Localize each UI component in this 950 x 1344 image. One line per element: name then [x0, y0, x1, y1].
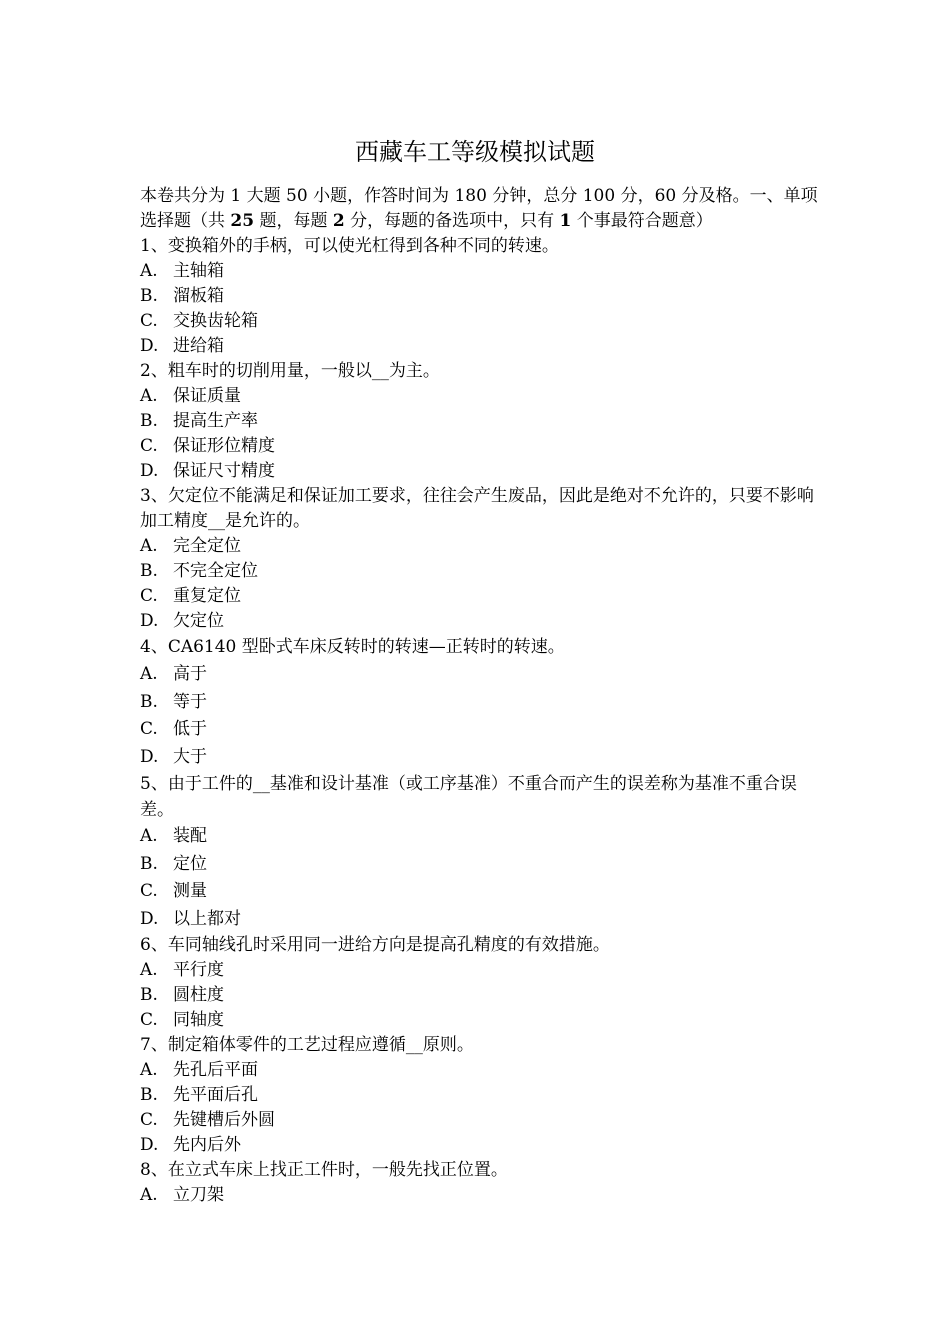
- question-text: 3、欠定位不能满足和保证加工要求，往往会产生废品，因此是绝对不允许的，只要不影响加工精度__是允许的。: [140, 486, 814, 531]
- option-a: [140, 1183, 820, 1208]
- option-letter: B.: [140, 985, 158, 1005]
- option-letter: D.: [140, 461, 159, 481]
- option-text: 提高生产率: [173, 411, 258, 431]
- option-a: [140, 1058, 820, 1083]
- option-letter: C.: [140, 1010, 158, 1030]
- instructions-text: 本卷共分为 1 大题 50 小题，作答时间为 180 分钟，总分 100 分，60 分及格。一、单项选择题（共: [140, 186, 818, 231]
- option-letter: D.: [140, 746, 159, 767]
- option-letter: C.: [140, 1110, 158, 1130]
- option-b: [140, 851, 820, 879]
- option-letter: A.: [140, 261, 158, 281]
- option-a: [140, 534, 820, 559]
- option-text: 平行度: [173, 960, 224, 980]
- option-letter: B.: [140, 853, 158, 874]
- option-letter: C.: [140, 881, 158, 901]
- option-letter: B.: [140, 286, 158, 306]
- option-text: 高于: [173, 664, 207, 684]
- option-text: 保证质量: [173, 386, 241, 406]
- option-letter: B.: [140, 411, 158, 431]
- option-b: [140, 689, 820, 717]
- correct-count: 1: [559, 211, 572, 231]
- option-a: [140, 259, 820, 284]
- option-letter: A.: [140, 536, 158, 556]
- option-b: [140, 559, 820, 584]
- option-text: 大于: [173, 746, 207, 767]
- option-text: 保证尺寸精度: [173, 461, 275, 481]
- option-letter: B.: [140, 1085, 158, 1105]
- option-text: 重复定位: [173, 586, 241, 606]
- question-text: 7、制定箱体零件的工艺过程应遵循__原则。: [140, 1035, 474, 1055]
- option-letter: A.: [140, 826, 158, 846]
- option-text: 同轴度: [173, 1010, 224, 1030]
- question-text: 8、在立式车床上找正工件时，一般先找正位置。: [140, 1160, 508, 1180]
- option-d: [140, 609, 820, 634]
- option-a: [140, 823, 820, 851]
- option-text: 主轴箱: [173, 261, 224, 281]
- option-c: [140, 878, 820, 906]
- option-b: [140, 1083, 820, 1108]
- question-3: [140, 484, 820, 634]
- option-c: [140, 434, 820, 459]
- option-letter: A.: [140, 1185, 158, 1205]
- instructions-text: 题，每题: [254, 211, 333, 231]
- option-text: 定位: [173, 853, 207, 874]
- option-d: [140, 1133, 820, 1158]
- option-text: 保证形位精度: [173, 436, 275, 456]
- option-d: [140, 744, 820, 772]
- option-d: [140, 459, 820, 484]
- option-d: [140, 906, 820, 934]
- question-group-tall: [140, 634, 820, 933]
- option-text: 完全定位: [173, 536, 241, 556]
- option-letter: B.: [140, 561, 158, 581]
- option-text: 圆柱度: [173, 985, 224, 1005]
- page-title: 西藏车工等级模拟试题: [355, 138, 595, 166]
- option-text: 交换齿轮箱: [173, 311, 258, 331]
- option-letter: A.: [140, 960, 158, 980]
- option-letter: A.: [140, 1060, 158, 1080]
- option-a: [140, 958, 820, 983]
- question-count: 25: [230, 211, 255, 231]
- option-letter: D.: [140, 1135, 159, 1155]
- option-text: 立刀架: [173, 1185, 224, 1205]
- option-letter: D.: [140, 908, 159, 929]
- option-letter: C.: [140, 311, 158, 331]
- question-8: [140, 1158, 820, 1208]
- option-text: 先孔后平面: [173, 1060, 258, 1080]
- question-text: 4、CA6140 型卧式车床反转时的转速—正转时的转速。: [140, 637, 565, 657]
- option-letter: A.: [140, 664, 158, 684]
- instructions-text: 分，每题的备选项中，只有: [344, 211, 560, 231]
- option-letter: B.: [140, 691, 158, 712]
- option-text: 先键槽后外圆: [173, 1110, 275, 1130]
- exam-instructions: [140, 184, 820, 234]
- option-text: 测量: [173, 881, 207, 901]
- option-text: 溜板箱: [173, 286, 224, 306]
- option-text: 欠定位: [173, 611, 224, 631]
- option-d: [140, 334, 820, 359]
- option-letter: C.: [140, 586, 158, 606]
- option-c: [140, 716, 820, 744]
- question-text: 2、粗车时的切削用量，一般以__为主。: [140, 361, 440, 381]
- option-c: [140, 584, 820, 609]
- question-text: 6、车同轴线孔时采用同一进给方向是提高孔精度的有效措施。: [140, 935, 610, 955]
- option-b: [140, 284, 820, 309]
- option-text: 先内后外: [173, 1135, 241, 1155]
- option-letter: D.: [140, 336, 159, 356]
- option-b: [140, 983, 820, 1008]
- question-5: [140, 771, 820, 933]
- question-4: [140, 634, 820, 771]
- question-2: [140, 359, 820, 484]
- document-body: [140, 184, 820, 1208]
- option-letter: C.: [140, 719, 158, 739]
- question-score: 2: [332, 211, 345, 231]
- option-a: [140, 384, 820, 409]
- option-text: 装配: [173, 826, 207, 846]
- option-text: 进给箱: [173, 336, 224, 356]
- option-text: 不完全定位: [173, 561, 258, 581]
- option-text: 低于: [173, 719, 207, 739]
- option-text: 以上都对: [173, 908, 241, 929]
- option-letter: C.: [140, 436, 158, 456]
- option-b: [140, 409, 820, 434]
- option-letter: D.: [140, 611, 159, 631]
- question-text: 1、变换箱外的手柄，可以使光杠得到各种不同的转速。: [140, 236, 559, 256]
- option-c: [140, 309, 820, 334]
- option-a: [140, 661, 820, 689]
- question-text: 5、由于工件的__基准和设计基准（或工序基准）不重合而产生的误差称为基准不重合误差。: [140, 774, 797, 820]
- option-c: [140, 1108, 820, 1133]
- question-7: [140, 1033, 820, 1158]
- option-text: 等于: [173, 691, 207, 712]
- option-text: 先平面后孔: [173, 1085, 258, 1105]
- option-letter: A.: [140, 386, 158, 406]
- question-6: [140, 933, 820, 1033]
- instructions-text: 个事最符合题意）: [571, 211, 713, 231]
- question-1: [140, 234, 820, 359]
- option-c: [140, 1008, 820, 1033]
